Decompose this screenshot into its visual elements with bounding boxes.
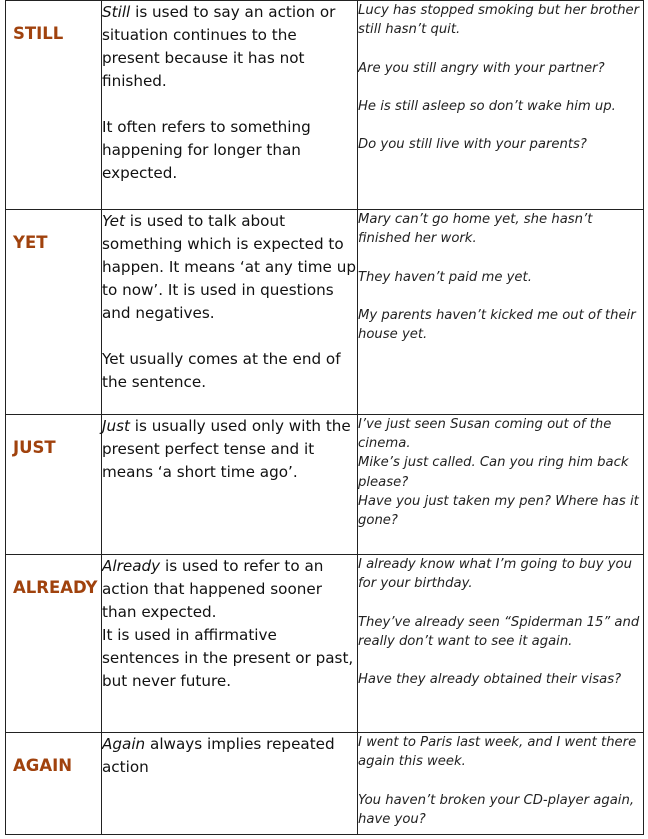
examples-cell xyxy=(358,1,644,210)
explanation-paragraph xyxy=(102,348,357,394)
word-cell xyxy=(6,555,102,733)
table-row xyxy=(6,415,644,555)
word-cell xyxy=(6,733,102,835)
example-sentence: Do you still live with your parents? xyxy=(358,137,587,153)
example-sentence: Have they already obtained their visas? xyxy=(358,672,622,688)
explanation-text: always implies repeated action xyxy=(102,735,335,776)
row-word: YET xyxy=(13,233,48,252)
row-word: STILL xyxy=(13,24,64,43)
explanation-paragraph xyxy=(102,116,357,185)
explanation-text: is used to talk about something which is expected to happen. It means ‘at any time up to now’. It is used in questions and negatives. xyxy=(102,212,356,322)
example-sentence: You haven’t broken your CD-player again, have you? xyxy=(358,792,635,827)
example-sentence: My parents haven’t kicked me out of their house yet. xyxy=(358,307,636,343)
example-sentence: I already know what I’m going to buy you for your birthday. xyxy=(358,557,632,592)
row-word: AGAIN xyxy=(13,756,73,775)
table-row xyxy=(6,1,644,210)
example-sentence: They haven’t paid me yet. xyxy=(358,269,532,285)
table-row xyxy=(6,555,644,733)
row-word: JUST xyxy=(13,438,56,457)
explanation-lead: Already xyxy=(102,557,161,575)
examples-cell xyxy=(358,555,644,733)
example-sentence: Have you just taken my pen? Where has it gone? xyxy=(358,493,639,529)
explanation-lead: Again xyxy=(102,735,146,753)
explanation-paragraph xyxy=(102,624,357,693)
table-row xyxy=(6,210,644,415)
example-sentence: Lucy has stopped smoking but her brother still hasn’t quit. xyxy=(358,3,640,38)
examples-cell xyxy=(358,415,644,555)
example-sentence: I’ve just seen Susan coming out of the cinema. xyxy=(358,417,612,452)
examples-cell xyxy=(358,733,644,835)
explanation-cell xyxy=(102,415,358,555)
examples-cell xyxy=(358,210,644,415)
example-sentence: Mike’s just called. Can you ring him back please? xyxy=(358,455,629,490)
explanation-text: is used to say an action or situation continues to the present because it has not finished. xyxy=(102,3,336,90)
example-sentence: They’ve already seen “Spiderman 15” and really don’t want to see it again. xyxy=(358,614,640,649)
explanation-paragraph xyxy=(102,210,357,325)
grammar-table xyxy=(5,0,644,835)
explanation-cell xyxy=(102,555,358,733)
explanation-lead: Still xyxy=(102,3,131,21)
word-cell xyxy=(6,415,102,555)
explanation-paragraph xyxy=(102,555,357,624)
explanation-text: It often refers to something happening for longer than expected. xyxy=(102,118,311,182)
table-row xyxy=(6,733,644,835)
explanation-text: is used to refer to an action that happened sooner than expected. xyxy=(102,557,324,621)
explanation-text: Yet usually comes at the end of the sentence. xyxy=(102,350,341,391)
explanation-cell xyxy=(102,210,358,415)
explanation-text: is usually used only with the present perfect tense and it means ‘a short time ago’. xyxy=(102,417,351,481)
explanation-text: It is used in affirmative sentences in the present or past, but never future. xyxy=(102,626,354,690)
word-cell xyxy=(6,1,102,210)
example-sentence: He is still asleep so don’t wake him up. xyxy=(358,98,616,114)
example-sentence: Mary can’t go home yet, she hasn’t finished her work. xyxy=(358,212,593,247)
explanation-paragraph xyxy=(102,415,357,484)
explanation-lead: Just xyxy=(102,417,130,435)
word-cell xyxy=(6,210,102,415)
explanation-lead: Yet xyxy=(102,212,125,230)
explanation-paragraph xyxy=(102,1,357,93)
example-sentence: I went to Paris last week, and I went there again this week. xyxy=(358,735,637,770)
row-word: ALREADY xyxy=(13,578,98,597)
explanation-paragraph xyxy=(102,733,357,779)
explanation-cell xyxy=(102,733,358,835)
explanation-cell xyxy=(102,1,358,210)
example-sentence: Are you still angry with your partner? xyxy=(358,60,605,76)
